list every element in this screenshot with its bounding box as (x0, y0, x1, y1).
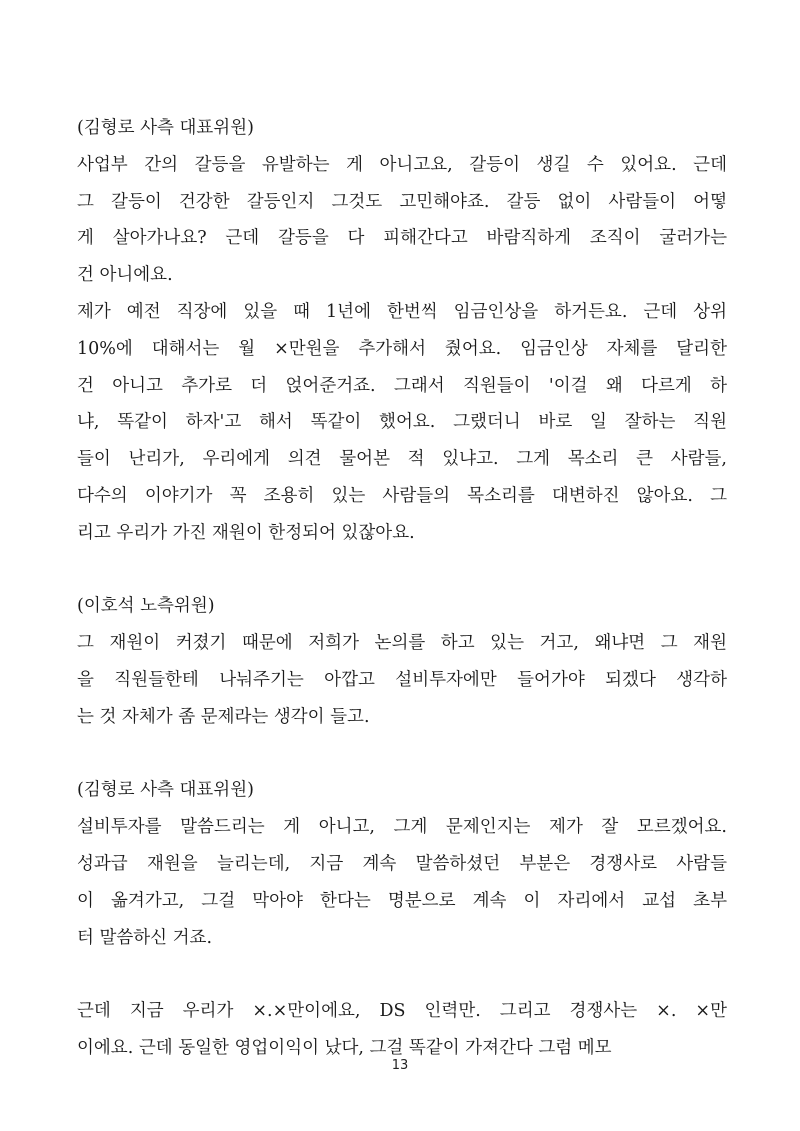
paragraph-line: 건 아니에요. (77, 265, 173, 286)
paragraph-line: 이 옮겨가고, 그걸 막아야 한다는 명분으로 계속 이 자리에서 교섭 초부 (77, 890, 727, 911)
paragraph-spacer (77, 956, 727, 993)
paragraph-line: 냐, 똑같이 하자'고 해서 똑같이 했어요. 그랬더니 바로 일 잘하는 직원 (77, 412, 727, 433)
paragraph-line: 제가 예전 직장에 있을 때 1년에 한번씩 임금인상을 하거든요. 근데 상위 (77, 301, 727, 322)
speaker-label (77, 588, 727, 625)
paragraph-line: 터 말씀하신 거죠. (77, 927, 213, 948)
paragraph-line: 다수의 이야기가 꼭 조용히 있는 사람들의 목소리를 대변하진 않아요. 그 (77, 485, 727, 506)
paragraph-line: 는 것 자체가 좀 문제라는 생각이 들고. (77, 706, 370, 727)
paragraph-line: 을 직원들한테 나눠주기는 아깝고 설비투자에만 들어가야 되겠다 생각하 (77, 669, 727, 690)
page-number: 13 (391, 1058, 409, 1073)
speaker-label-text: (이호석 노측위원) (77, 596, 215, 617)
paragraph (77, 147, 727, 294)
document-body (77, 110, 727, 1067)
paragraph-line: 10%에 대해서는 월 ×만원을 추가해서 줬어요. 임금인상 자체를 달리한 (77, 338, 727, 359)
speaker-label (77, 110, 727, 147)
paragraph-line: 사업부 간의 갈등을 유발하는 게 아니고요, 갈등이 생길 수 있어요. 근데 (77, 154, 727, 175)
paragraph (77, 809, 727, 956)
paragraph-spacer (77, 552, 727, 589)
paragraph-line: 근데 지금 우리가 ×.×만이에요, DS 인력만. 그리고 경쟁사는 ×. ×만 (77, 1001, 727, 1022)
paragraph-line: 성과급 재원을 늘리는데, 지금 계속 말씀하셨던 부분은 경쟁사로 사람들 (77, 853, 727, 874)
speaker-label (77, 772, 727, 809)
speaker-label-text: (김형로 사측 대표위원) (77, 780, 254, 801)
paragraph-line: 리고 우리가 가진 재원이 한정되어 있잖아요. (77, 522, 415, 543)
speaker-label-text: (김형로 사측 대표위원) (77, 118, 254, 138)
paragraph (77, 993, 727, 1067)
paragraph-line: 게 살아가나요? 근데 갈등을 다 피해간다고 바람직하게 조직이 굴러가는 (77, 228, 727, 249)
paragraph-line: 들이 난리가, 우리에게 의견 물어본 적 있냐고. 그게 목소리 큰 사람들, (77, 449, 727, 470)
paragraph-line: 건 아니고 추가로 더 얹어준거죠. 그래서 직원들이 '이걸 왜 다르게 하 (77, 375, 727, 396)
paragraph (77, 294, 727, 552)
paragraph-line: 그 재원이 커졌기 때문에 저희가 논의를 하고 있는 거고, 왜냐면 그 재원 (77, 633, 727, 654)
paragraph-spacer (77, 736, 727, 773)
paragraph-line: 이에요. 근데 동일한 영업이익이 났다, 그걸 똑같이 가져간다 그럼 메모 (77, 1037, 612, 1058)
paragraph-line: 그 갈등이 건강한 갈등인지 그것도 고민해야죠. 갈등 없이 사람들이 어떻 (77, 191, 727, 212)
paragraph (77, 625, 727, 735)
paragraph-line: 설비투자를 말씀드리는 게 아니고, 그게 문제인지는 제가 잘 모르겠어요. (77, 817, 727, 838)
